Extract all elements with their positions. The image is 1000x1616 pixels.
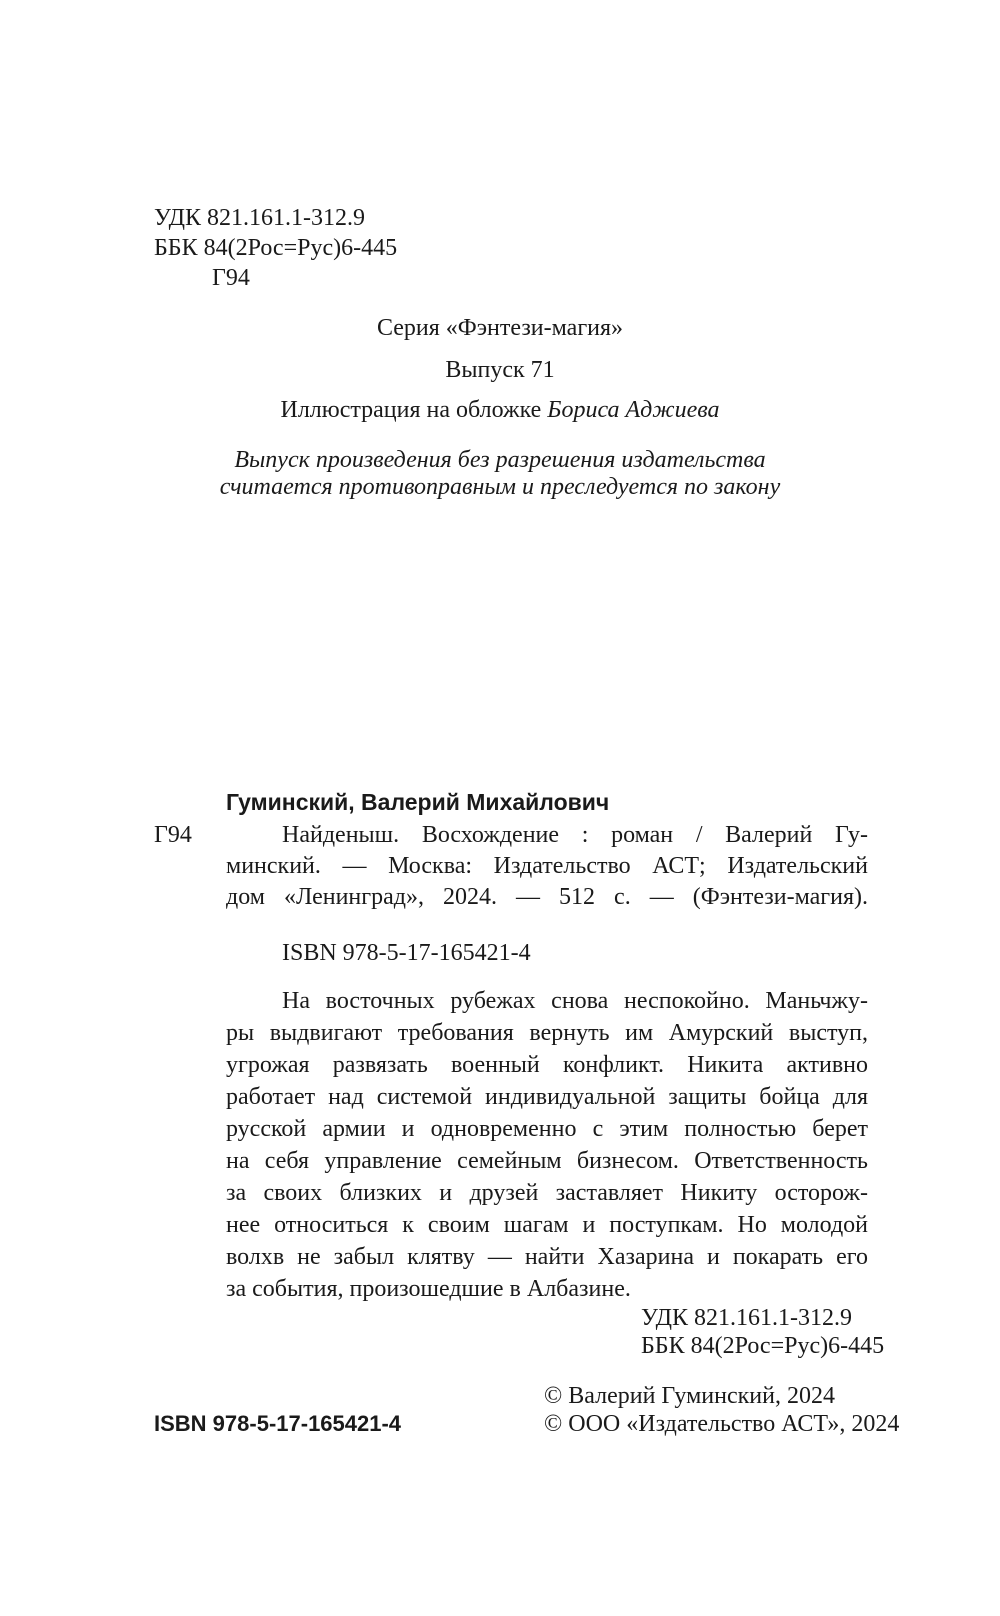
warning-line-1: Выпуск произведения без разрешения издательства bbox=[234, 447, 766, 473]
warning-line-2: считается противоправным и преследуется по закону bbox=[219, 474, 781, 500]
bbk-bottom: ББК 84(2Рос=Рус)6-445 bbox=[641, 1333, 885, 1359]
annotation-line: волхв не забыл клятву — найти Хазарина и покарать его bbox=[226, 1244, 868, 1270]
description-line: минский. — Москва: Издательство АСТ; Издательский bbox=[226, 853, 868, 879]
illustration-credit bbox=[0, 395, 1000, 425]
annotation-line: нее относиться к своим шагам и поступкам. Но молодой bbox=[226, 1212, 868, 1238]
udk-top: УДК 821.161.1-312.9 bbox=[154, 205, 365, 231]
copyright-author: © Валерий Гуминский, 2024 bbox=[544, 1383, 835, 1409]
annotation bbox=[226, 986, 868, 1306]
author-code: Г94 bbox=[154, 822, 192, 848]
issue-line: Выпуск 71 bbox=[445, 357, 555, 383]
bibliographic-description bbox=[226, 820, 868, 913]
illustration-artist: Бориса Аджиева bbox=[547, 397, 720, 423]
bbk-top: ББК 84(2Рос=Рус)6-445 bbox=[154, 235, 398, 261]
annotation-line: за события, произошедшие в Албазине. bbox=[226, 1276, 631, 1302]
annotation-line: ры выдвигают требования вернуть им Амурский выступ, bbox=[226, 1020, 868, 1046]
annotation-line: угрожая развязать военный конфликт. Никита активно bbox=[226, 1052, 868, 1078]
description-line: дом «Ленинград», 2024. — 512 с. — (Фэнтези-магия). bbox=[226, 884, 868, 910]
annotation-line: На восточных рубежах снова неспокойно. Маньчжу- bbox=[282, 988, 868, 1014]
author-heading: Гуминский, Валерий Михайлович bbox=[226, 789, 610, 815]
isbn-entry: ISBN 978-5-17-165421-4 bbox=[282, 940, 531, 966]
isbn-bold: ISBN 978-5-17-165421-4 bbox=[154, 1411, 402, 1436]
author-code-top: Г94 bbox=[212, 265, 250, 291]
udk-bottom: УДК 821.161.1-312.9 bbox=[641, 1305, 852, 1331]
annotation-line: на себя управление семейным бизнесом. Ответственность bbox=[226, 1148, 868, 1174]
description-line: Найденыш. Восхождение : роман / Валерий Гу- bbox=[282, 822, 868, 848]
annotation-line: за своих близких и друзей заставляет Никиту осторож- bbox=[226, 1180, 868, 1206]
annotation-line: русской армии и одновременно с этим полностью берет bbox=[226, 1116, 868, 1142]
illustration-prefix: Иллюстрация на обложке bbox=[280, 397, 542, 423]
annotation-line: работает над системой индивидуальной защиты бойца для bbox=[226, 1084, 868, 1110]
series-line: Серия «Фэнтези-магия» bbox=[376, 315, 624, 341]
copyright-publisher: © ООО «Издательство АСТ», 2024 bbox=[544, 1411, 900, 1437]
